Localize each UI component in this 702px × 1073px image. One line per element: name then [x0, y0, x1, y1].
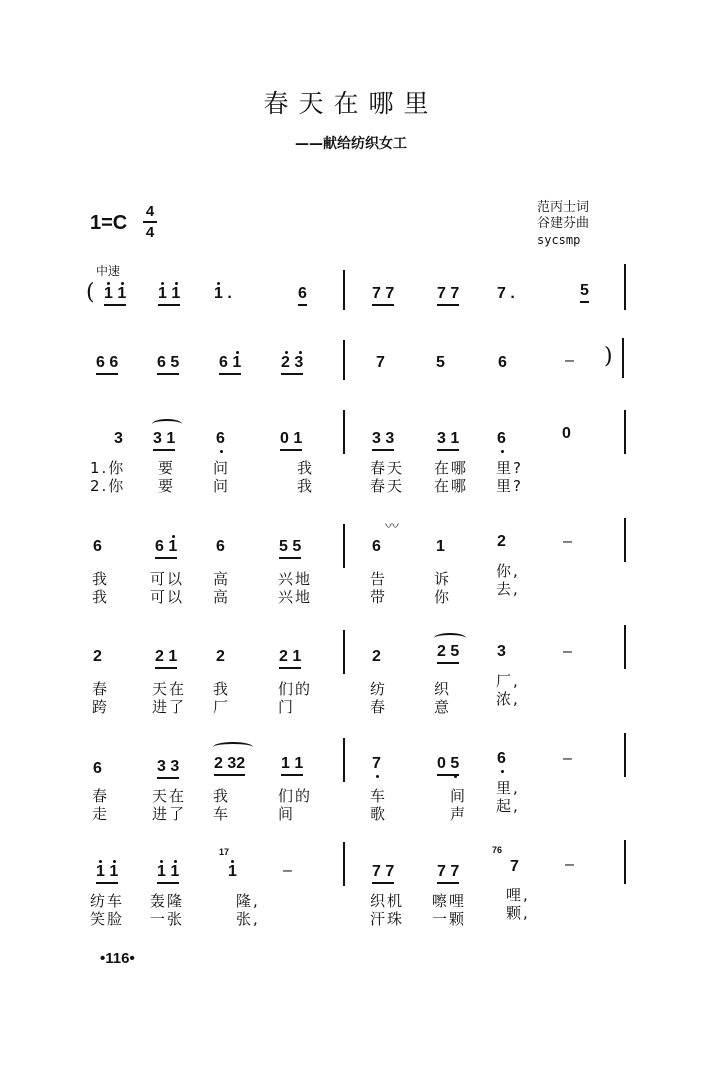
lyric: 浓, — [496, 690, 520, 708]
lyric: 我 — [213, 680, 231, 698]
barline — [624, 733, 626, 777]
barline — [622, 338, 624, 378]
lyric: 带 — [370, 588, 388, 606]
note-group: 3 3 — [372, 430, 394, 451]
lyric: 车 — [370, 787, 388, 805]
lyric: 春天 — [370, 459, 405, 477]
lyric: 声 — [450, 805, 468, 823]
note-group: 2 32 — [214, 755, 245, 776]
note-group: 2 3 — [281, 354, 303, 375]
note: 2 — [372, 648, 381, 665]
note-group: 1 1 — [281, 755, 303, 776]
lyric: 你, — [496, 562, 520, 580]
note-group: 1 1 — [96, 863, 118, 884]
note-group: 7 7 — [372, 285, 394, 306]
time-signature-top: 4 — [145, 203, 155, 220]
high-octave-dot — [107, 282, 110, 285]
high-octave-dot — [285, 351, 288, 354]
slur — [213, 742, 253, 752]
time-signature — [143, 203, 157, 241]
note-group: 5 — [580, 282, 589, 303]
high-octave-dot — [160, 860, 163, 863]
lyric: 春 — [370, 698, 388, 716]
sustain-dash: – — [565, 856, 574, 873]
note: 5 — [436, 354, 445, 371]
sustain-dash: – — [283, 862, 292, 879]
sustain-dash: – — [565, 352, 574, 369]
note-group: 0 5 — [437, 755, 459, 776]
note: 2 — [216, 648, 225, 665]
barline — [624, 264, 626, 310]
lyric: 在哪 — [434, 459, 469, 477]
lyric: 意 — [434, 698, 452, 716]
barline — [343, 340, 345, 380]
lyric: 1.你 — [90, 459, 126, 477]
note: 6 — [498, 354, 507, 371]
lyric: 织 — [434, 680, 452, 698]
lyric: 一颗 — [432, 910, 467, 928]
note: 6 — [497, 430, 506, 447]
high-octave-dot — [175, 282, 178, 285]
lyric: 高 — [213, 570, 231, 588]
lyric: 告 — [370, 570, 388, 588]
high-octave-dot — [161, 282, 164, 285]
barline — [343, 524, 345, 568]
note-group: 7 . — [497, 285, 515, 302]
lyric: 问 — [213, 477, 231, 495]
lyric: 车 — [213, 805, 231, 823]
time-signature-bottom: 4 — [145, 224, 155, 241]
note-group: 3 1 — [437, 430, 459, 451]
note-group: 5 5 — [279, 538, 301, 559]
sustain-dash: – — [563, 643, 572, 660]
lyric: 间 — [450, 787, 468, 805]
lyric: 汗珠 — [370, 910, 405, 928]
lyric: 们的 — [278, 680, 313, 698]
low-octave-dot — [501, 770, 504, 773]
lyric: 跨 — [92, 698, 110, 716]
lyric: 隆, — [236, 892, 260, 910]
lyric: 里? — [496, 459, 523, 477]
lyric: 我 — [92, 588, 110, 606]
low-octave-dot — [501, 450, 504, 453]
lyric: 去, — [496, 580, 520, 598]
note-group: 2 5 — [437, 643, 459, 664]
lyric: 里, — [496, 779, 520, 797]
high-octave-dot — [217, 282, 220, 285]
slur — [152, 419, 182, 429]
lyric: 可以 — [150, 588, 185, 606]
note-group: 6 6 — [96, 354, 118, 375]
barline — [624, 518, 626, 562]
lyric: 厂 — [213, 698, 231, 716]
lyric: 要 — [158, 477, 176, 495]
note: 2 — [93, 648, 102, 665]
lyric: 诉 — [434, 570, 452, 588]
high-octave-dot — [99, 860, 102, 863]
lyric: 纺车 — [90, 892, 125, 910]
barline — [343, 630, 345, 674]
lyric: 我 — [92, 570, 110, 588]
lyric: 我 — [213, 787, 231, 805]
lyric: 歌 — [370, 805, 388, 823]
lyric: 张, — [236, 910, 260, 928]
lyric: 你 — [434, 588, 452, 606]
barline — [624, 625, 626, 669]
page-number: •116• — [100, 950, 135, 967]
lyric: 走 — [92, 805, 110, 823]
barline — [624, 840, 626, 884]
note-group: 3 1 — [153, 430, 175, 451]
note: 1 — [228, 863, 237, 880]
mordent-mark: 〰 — [385, 519, 399, 535]
lyric: 一张 — [150, 910, 185, 928]
lyric: 可以 — [150, 570, 185, 588]
note: 6 — [93, 760, 102, 777]
note-group: 1 . — [214, 285, 232, 302]
note-group: 1 1 — [104, 285, 126, 306]
lyric: 天在 — [152, 680, 187, 698]
lyric: 们的 — [278, 787, 313, 805]
lyric: 哩, — [506, 886, 530, 904]
lyric: 间 — [278, 805, 296, 823]
lyric: 纺 — [370, 680, 388, 698]
note: 2 — [497, 533, 506, 550]
note: 3 — [114, 430, 123, 447]
note: 6 — [216, 430, 225, 447]
lyric: 兴地 — [278, 588, 313, 606]
high-octave-dot — [231, 860, 234, 863]
note-group: 6 — [298, 285, 307, 306]
lyric: 里? — [496, 477, 523, 495]
lyric: 嚓哩 — [432, 892, 467, 910]
tempo-marking: 中速 — [96, 264, 121, 278]
barline — [343, 410, 345, 454]
note-group: 1 1 — [157, 863, 179, 884]
note: 7 — [510, 858, 519, 875]
note: 6 — [372, 538, 381, 555]
note: 6 — [93, 538, 102, 555]
high-octave-dot — [299, 351, 302, 354]
repeat-open-paren: ( — [86, 280, 95, 305]
low-octave-dot — [454, 775, 457, 778]
note-group: 2 1 — [279, 648, 301, 669]
lyric: 进了 — [152, 805, 187, 823]
source-credit: sycsmp — [537, 233, 581, 247]
high-octave-dot — [113, 860, 116, 863]
lyric: 问 — [213, 459, 231, 477]
note-group: 6 5 — [157, 354, 179, 375]
lyric: 高 — [213, 588, 231, 606]
composer-credit: 谷建芬曲 — [537, 216, 590, 231]
barline — [343, 842, 345, 886]
lyric: 笑脸 — [90, 910, 125, 928]
lyric: 起, — [496, 797, 520, 815]
note: 7 — [376, 354, 385, 371]
repeat-close-paren: ) — [604, 344, 613, 369]
note-group: 7 7 — [372, 863, 394, 884]
grace-notes: 76 — [492, 845, 503, 855]
grace-notes: 17 — [219, 847, 230, 857]
note-group: 2 1 — [155, 648, 177, 669]
lyric: 兴地 — [278, 570, 313, 588]
lyric: 颗, — [506, 904, 530, 922]
note-group: 7 7 — [437, 863, 459, 884]
note: 1 — [436, 538, 445, 555]
lyric: 轰隆 — [150, 892, 185, 910]
rest: 0 — [562, 425, 571, 442]
lyric: 我 — [297, 477, 315, 495]
note: 7 — [372, 755, 381, 772]
slur — [434, 633, 466, 643]
low-octave-dot — [376, 775, 379, 778]
note-group: 7 7 — [437, 285, 459, 306]
lyric: 厂, — [496, 672, 520, 690]
lyric: 织机 — [370, 892, 405, 910]
high-octave-dot — [121, 282, 124, 285]
sustain-dash: – — [563, 750, 572, 767]
note: 3 — [497, 643, 506, 660]
key-signature: 1=C — [90, 212, 128, 234]
note-group: 3 3 — [157, 758, 179, 779]
lyric: 在哪 — [434, 477, 469, 495]
low-octave-dot — [220, 450, 223, 453]
note-group: 6 1 — [155, 538, 177, 559]
time-signature-bar — [143, 221, 157, 223]
high-octave-dot — [172, 535, 175, 538]
lyric: 春天 — [370, 477, 405, 495]
song-subtitle: ——献给纺织女工 — [295, 136, 407, 152]
lyric: 春 — [92, 787, 110, 805]
high-octave-dot — [174, 860, 177, 863]
note-group: 6 1 — [219, 354, 241, 375]
song-title: 春天在哪里 — [263, 89, 439, 118]
lyric: 门 — [278, 698, 296, 716]
barline — [624, 410, 626, 454]
barline — [343, 738, 345, 782]
lyric: 2.你 — [90, 477, 126, 495]
lyric: 要 — [158, 459, 176, 477]
high-octave-dot — [236, 351, 239, 354]
note-group: 1 1 — [158, 285, 180, 306]
lyric: 春 — [92, 680, 110, 698]
note-group: 0 1 — [280, 430, 302, 451]
note: 6 — [497, 750, 506, 767]
lyric: 天在 — [152, 787, 187, 805]
barline — [343, 270, 345, 310]
lyric: 我 — [297, 459, 315, 477]
lyric: 进了 — [152, 698, 187, 716]
note: 6 — [216, 538, 225, 555]
lyricist-credit: 范丙士词 — [537, 200, 590, 215]
sustain-dash: – — [563, 533, 572, 550]
